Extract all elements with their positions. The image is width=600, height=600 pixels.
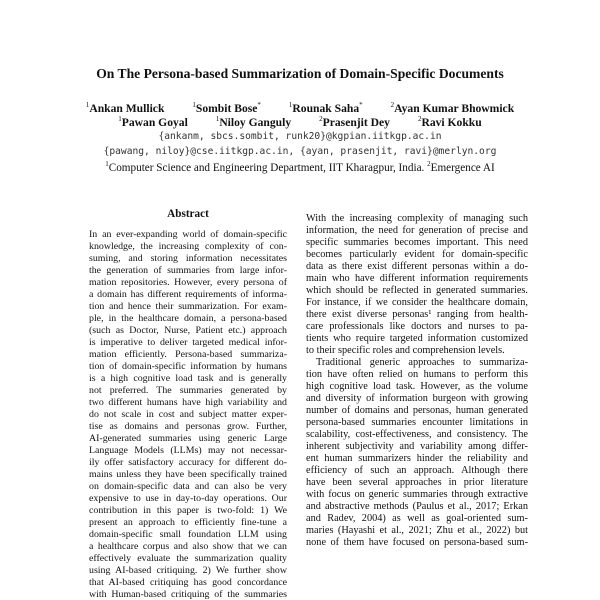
author-label: Prasenjit Dey [322,116,390,129]
text-line: contribution in this paper is two-fold: 1) We [89,505,287,516]
text-line: becomes particularly evident for domain-specific [306,249,528,260]
text-line: specific summaries becomes important. This need [306,237,528,248]
email-line: {pawang, niloy}@cse.iitkgp.ac.in, {ayan, prasenjit, ravi}@merlyn.org [103,146,497,157]
author-label: Niloy Ganguly [219,116,292,129]
text-line: efficiency of such an approach. Although there [306,465,528,476]
affiliation-marker: 2 [390,101,395,109]
affiliation-marker: 1 [118,115,122,123]
text-line: ent human summarizers hinder the reliability and [306,453,528,464]
text-line: a domain has different requirements of informa- [89,289,287,300]
affiliation-marker: 1 [192,101,196,109]
text-line: ple, in the healthcare domain, a persona-based [89,313,287,324]
author-name [118,116,188,129]
affiliation-marker: 1 [215,115,220,123]
text-line: two different humans have high variability and [89,397,287,408]
text-line: the generation of summaries from large infor- [89,265,287,276]
text-line: with focus on generic summaries through extractive [306,489,528,500]
text-line: knowledge, the increasing complexity of con- [89,241,287,252]
author-name [319,116,390,129]
text-line: mation efficiently. Persona-based summariza- [89,349,287,360]
text-line: and diversity of information burgeon with growing [306,393,528,404]
author-name [289,102,363,115]
text-line: which should be reflected in generated summaries. [306,285,528,296]
affiliation-text: Computer Science and Engineering Department, IIT Kharagpur, India. [108,162,428,174]
affiliation-marker: 2 [417,115,422,123]
text-line: main who have different information requirements [306,273,528,284]
paper-title: On The Persona-based Summarization of Domain-Specific Documents [96,66,504,81]
text-line: tients who require targeted information customized [306,333,528,344]
text-line: there exist diverse personas¹ ranging from health- [306,309,528,320]
affiliation-marker: 2 [319,115,323,123]
text-line: AI-generated summaries using generic Large [89,433,287,444]
text-line: suming, and storing information necessitates [89,253,287,264]
affiliation-marker: 1 [85,101,90,109]
author-name [391,102,515,115]
text-line: none of them have focused on persona-based sum- [306,537,528,548]
author-row-2 [0,115,600,129]
author-label: Pawan Goyal [121,116,188,129]
text-line: is a high cognitive load task and is generally [89,373,287,384]
text-line: care professionals like doctors and nurses to pa- [306,321,528,332]
affiliation [0,160,600,174]
text-line: With the increasing complexity of managing such [306,213,528,224]
text-line: tion of domain-specific information by humans [89,361,287,372]
email-line: {ankanm, sbcs.sombit, runk20}@kgpian.iitkgp.ac.in [158,131,442,142]
text-line: using AI-based critiquing. 2) We further show [89,565,287,576]
text-line: In an ever-expanding world of domain-specific [89,229,287,240]
text-line: high cognitive load task. However, as the volume [306,381,528,392]
author-label: Ankan Mullick [89,102,165,115]
author-row-1 [0,101,600,115]
text-line: do not scale in cost and subject matter exper- [89,409,287,420]
text-line: Traditional generic approaches to summariza- [316,357,528,368]
equal-contribution-marker: * [359,101,363,109]
introduction-body [306,213,528,600]
abstract-heading: Abstract [167,208,209,220]
author-name [418,116,482,129]
text-line: tion and hence their summarization. For exam- [89,301,287,312]
text-line: number of domains and personas, human generated [306,405,528,416]
text-line: data as there exist different personas within a do- [306,261,528,272]
text-line: and abstractive methods (Paulus et al., 2017; Erkan [306,501,528,512]
text-line: that AI-based critiquing has good concordance [89,577,287,588]
text-line: to their specific roles and comprehension levels. [306,345,505,356]
author-label: Ravi Kokku [421,116,482,129]
text-line: maries (Hayashi et al., 2021; Zhu et al., 2022) but [306,525,528,536]
author-label: Sombit Bose [195,102,258,115]
text-line: scalability, cost-effectiveness, and consistency. The [306,429,528,440]
text-line: information, the need for generation of precise and [306,225,528,236]
text-line: mains unless they have been specifically trained [89,469,287,480]
text-line: ily offer satisfactory accuracy for different do- [89,457,287,468]
text-line: tion have often relied on humans to perform this [306,369,528,380]
affiliation-marker: 2 [427,160,431,168]
text-line: is imperative to deliver targeted medical infor- [89,337,287,348]
text-line: expensive to use in day-to-day operations. Our [89,493,287,504]
text-line: not preferred. The summaries generated by [89,385,287,396]
text-line: present an approach to efficiently fine-tune a [89,517,287,528]
author-name [192,102,261,115]
equal-contribution-marker: * [257,101,261,109]
text-line: inherent subjectivity and variability among differ- [306,441,528,452]
text-line: have been several approaches in prior literature [306,477,528,488]
text-line: a healthcare corpus and also show that we can [89,541,287,552]
author-label: Ayan Kumar Bhowmick [394,102,515,115]
text-line: and Radev, 2004) as well as goal-oriented sum- [306,513,528,524]
affiliation-text: Emergence AI [430,162,495,174]
text-line: (such as Doctor, Nurse, Patient etc.) approach [89,325,287,336]
text-line: mation repositories. However, every persona of [89,277,287,288]
text-line: on domain-specific data and can also be very [89,481,287,492]
affiliation-marker: 1 [288,101,293,109]
text-line: domain-specific small foundation LLM using [89,529,287,540]
author-label: Rounak Saha [292,102,360,115]
text-line: persona-based summaries encounter limitations in [306,417,528,428]
text-line: effectively evaluate the summarization quality [89,553,287,564]
text-line: tise as domains and personas grow. Further, [89,421,287,432]
affiliation-marker: 1 [105,160,109,168]
author-name [216,116,291,129]
text-line: Language Models (LLMs) may not necessar- [89,445,287,456]
author-name [86,102,165,115]
text-line: with Human-based critiquing of the summaries [89,589,287,600]
abstract-body [89,229,287,600]
text-line: For instance, if we consider the healthcare domain, [306,297,528,308]
